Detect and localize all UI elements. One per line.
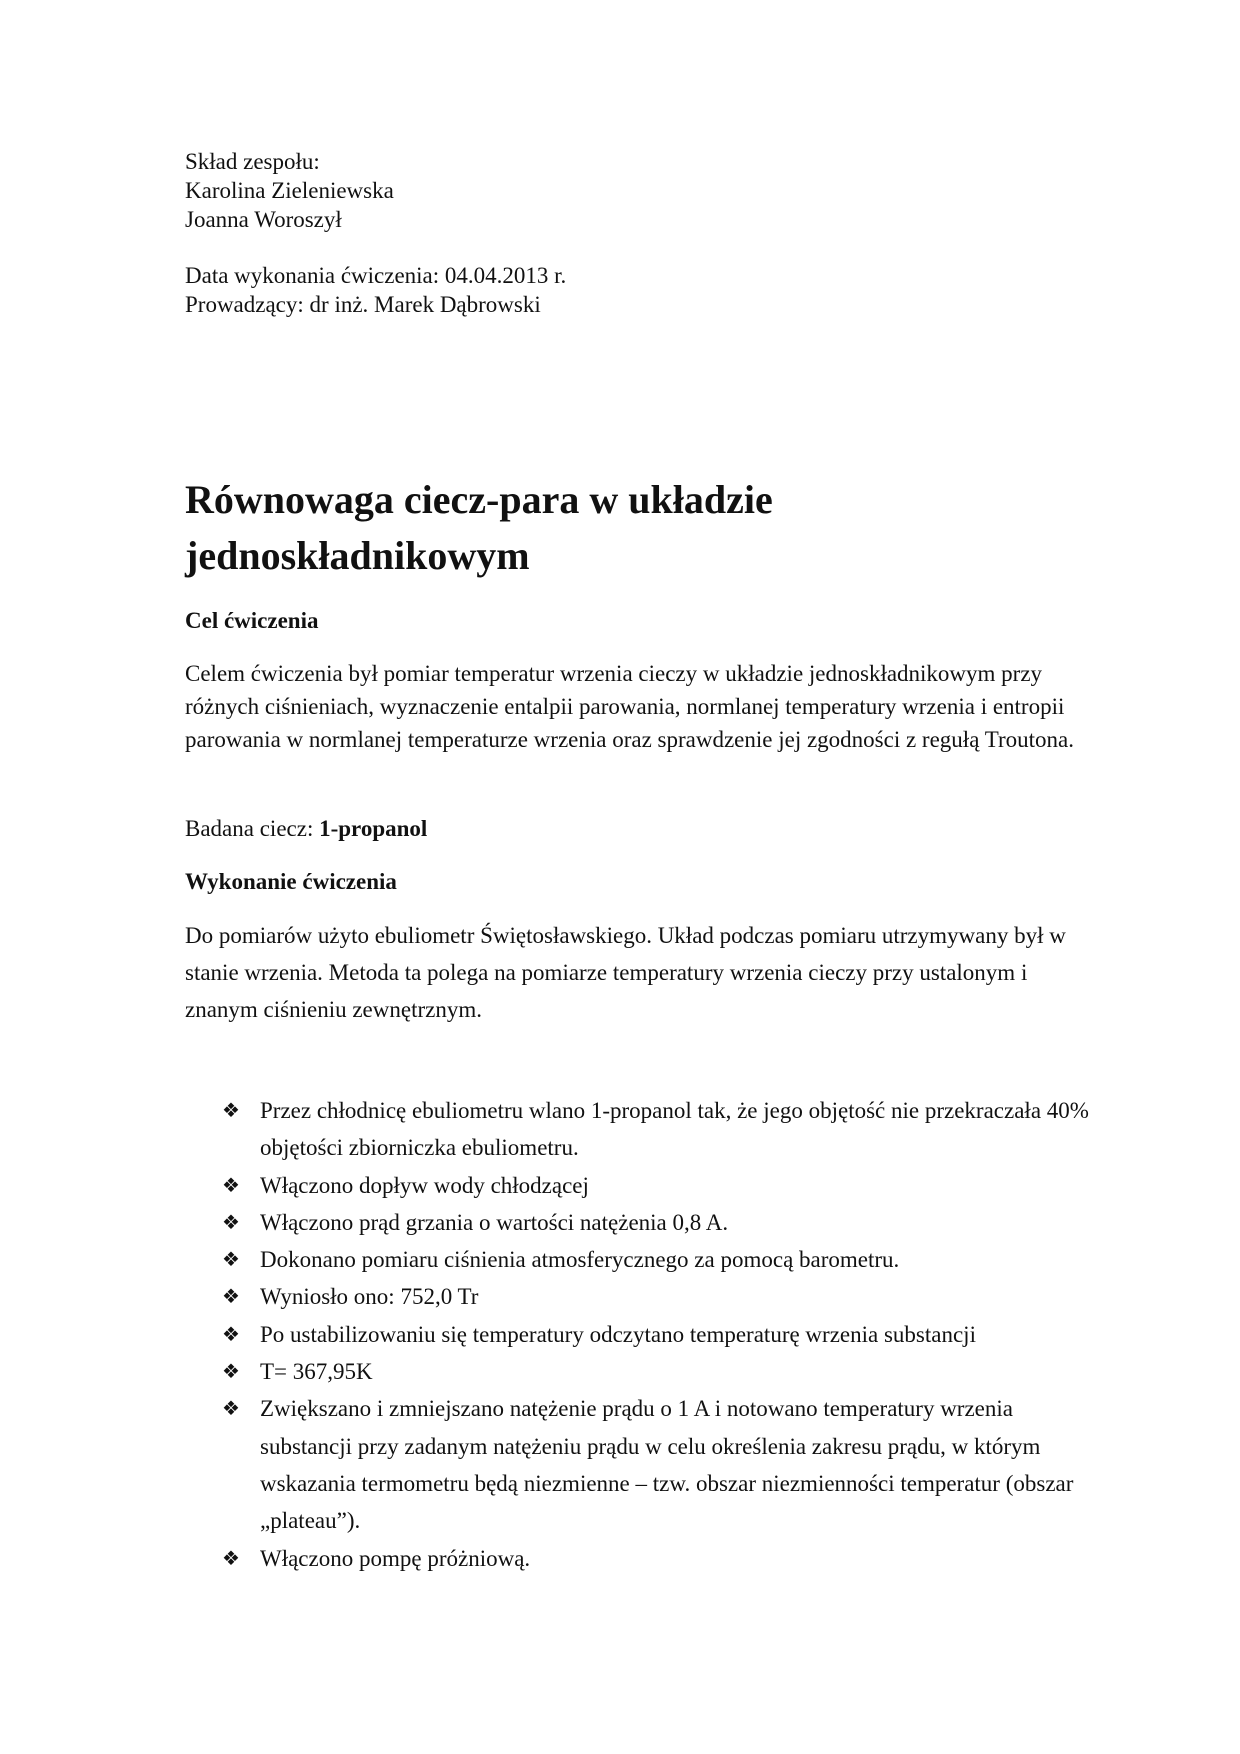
diamond-bullet-icon: ❖ — [222, 1321, 240, 1346]
diamond-bullet-icon: ❖ — [222, 1172, 240, 1197]
list-item: ❖ T= 367,95K — [222, 1353, 1102, 1390]
steps-list — [222, 1092, 1102, 1577]
document-title: Równowaga ciecz-para w układzie jednoskładnikowym — [185, 477, 773, 578]
list-item: ❖ Przez chłodnicę ebuliometru wlano 1-propanol tak, że jego objętość nie przekraczała 40% objętości zbiorniczka ebuliometru. — [222, 1092, 1102, 1167]
team-label: Skład zespołu: — [185, 149, 320, 174]
diamond-bullet-icon: ❖ — [222, 1284, 240, 1309]
list-item: ❖ Włączono pompę próżniową. — [222, 1540, 1102, 1577]
list-item: ❖ Włączono dopływ wody chłodzącej — [222, 1167, 1102, 1204]
liquid-label: Badana ciecz: — [185, 816, 320, 841]
list-item: ❖ Po ustabilizowaniu się temperatury odczytano temperaturę wrzenia substancji — [222, 1316, 1102, 1353]
list-item: ❖ Zwiększano i zmniejszano natężenie prądu o 1 A i notowano temperatury wrzenia substancji przy zadanym natężeniu prądu w celu określenia zakresu prądu, w którym wskazania termometru będą niezmienne – tzw. obszar niezmienności temperatur (obszar „plateau”). — [222, 1390, 1102, 1539]
diamond-bullet-icon: ❖ — [222, 1359, 240, 1384]
diamond-bullet-icon: ❖ — [222, 1396, 240, 1421]
list-item: ❖ Dokonano pomiaru ciśnienia atmosferycznego za pomocą barometru. — [222, 1241, 1102, 1278]
liquid-line — [185, 815, 427, 843]
team-member-1: Karolina Zieleniewska — [185, 178, 394, 203]
team-member-2: Joanna Woroszył — [185, 207, 342, 232]
liquid-value: 1-propanol — [319, 816, 428, 841]
date-line: Data wykonania ćwiczenia: 04.04.2013 r. — [185, 263, 567, 288]
goal-heading: Cel ćwiczenia — [185, 608, 319, 633]
execution-paragraph: Do pomiarów użyto ebuliometr Świętosławskiego. Układ podczas pomiaru utrzymywany był w stanie wrzenia. Metoda ta polega na pomiarze temperatury wrzenia cieczy przy ustalonym i znanym ciśnieniu zewnętrznym. — [185, 923, 1066, 1022]
diamond-bullet-icon: ❖ — [222, 1098, 240, 1122]
instructor-line: Prowadzący: dr inż. Marek Dąbrowski — [185, 292, 541, 317]
list-item: ❖ Włączono prąd grzania o wartości natężenia 0,8 A. — [222, 1204, 1102, 1241]
diamond-bullet-icon: ❖ — [222, 1209, 240, 1234]
diamond-bullet-icon: ❖ — [222, 1545, 240, 1570]
goal-paragraph: Celem ćwiczenia był pomiar temperatur wrzenia cieczy w układzie jednoskładnikowym przy różnych ciśnieniach, wyznaczenie entalpii parowania, normlanej temperatury wrzenia i entropii parowania w normlanej temperaturze wrzenia oraz sprawdzenie jej zgodności z regułą Troutona. — [185, 661, 1074, 752]
diamond-bullet-icon: ❖ — [222, 1247, 240, 1272]
execution-heading: Wykonanie ćwiczenia — [185, 869, 397, 894]
list-item: ❖ Wyniosło ono: 752,0 Tr — [222, 1278, 1102, 1315]
